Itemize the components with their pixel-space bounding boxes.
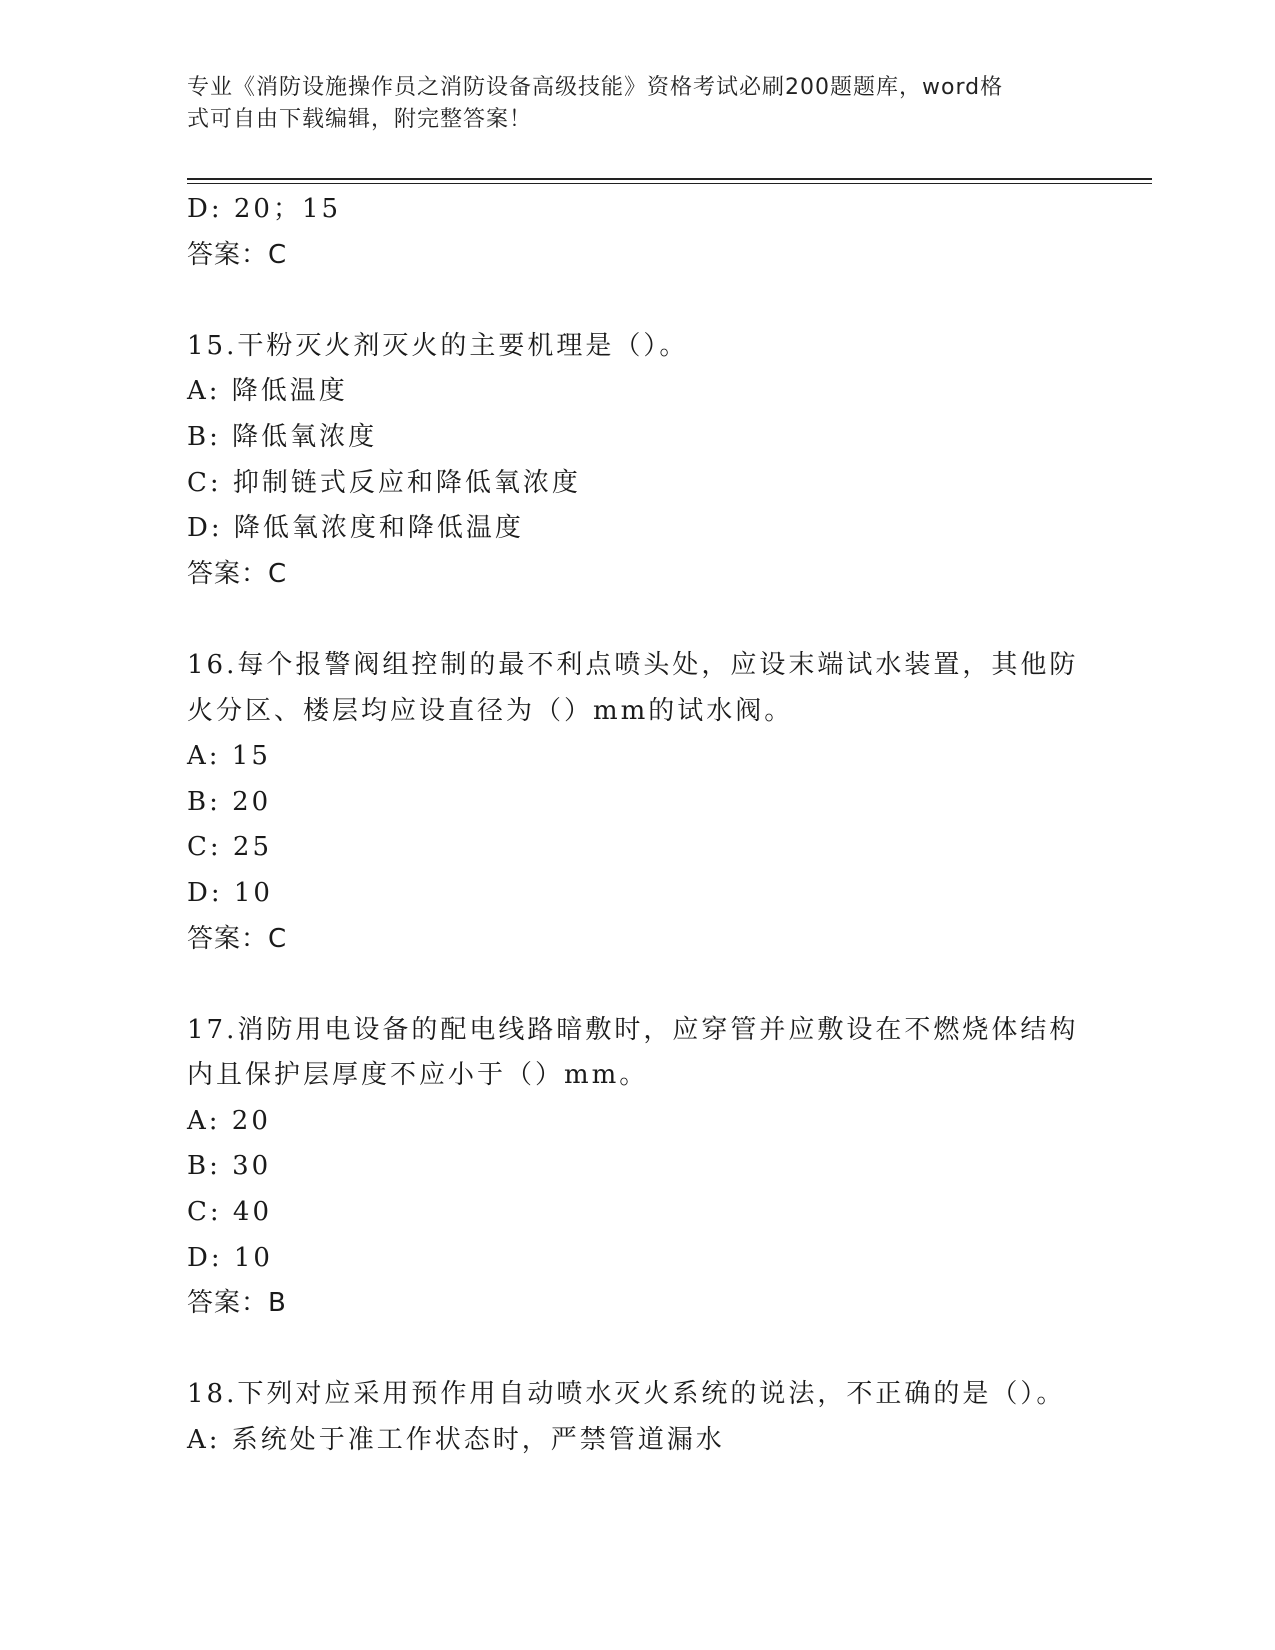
answer: 答案：C	[187, 558, 288, 589]
answer: 答案：B	[187, 1288, 287, 1319]
question-17	[187, 1008, 1087, 1327]
option-d: D: 10	[187, 1242, 273, 1273]
question-stem: 15.干粉灭火剂灭火的主要机理是（）。	[187, 330, 689, 361]
option-a: A: 15	[187, 741, 271, 772]
answer: 答案：C	[187, 923, 288, 954]
spacer	[187, 1327, 1087, 1373]
question-list	[187, 187, 1087, 1464]
option-a: A: 降低温度	[187, 376, 348, 407]
option-a: A: 系统处于准工作状态时，严禁管道漏水	[187, 1425, 725, 1456]
question-stem: 18.下列对应采用预作用自动喷水灭火系统的说法，不正确的是（）。	[187, 1379, 1066, 1410]
question-stem-line-1: 16.每个报警阀组控制的最不利点喷头处，应设末端试水装置，其他防	[187, 649, 1079, 680]
option-b: B: 20	[187, 786, 272, 817]
header-line-1: 专业《消防设施操作员之消防设备高级技能》资格考试必刷200题题库，word格	[187, 75, 1004, 100]
question-stem-line-1: 17.消防用电设备的配电线路暗敷时，应穿管并应敷设在不燃烧体结构	[187, 1014, 1079, 1045]
option-a: A: 20	[187, 1105, 271, 1136]
document-header	[187, 72, 1067, 136]
option-c: C: 40	[187, 1197, 273, 1228]
option-b: B: 30	[187, 1151, 272, 1182]
question-18	[187, 1372, 1087, 1463]
header-divider	[187, 178, 1152, 184]
question-stem-line-2: 内且保护层厚度不应小于（）mm。	[187, 1060, 649, 1091]
option-b: B: 降低氧浓度	[187, 421, 378, 452]
spacer	[187, 597, 1087, 643]
option-c: C: 25	[187, 832, 273, 863]
spacer	[187, 278, 1087, 324]
option-d: D: 20；15	[187, 194, 342, 224]
option-d: D: 10	[187, 877, 273, 908]
option-c: C: 抑制链式反应和降低氧浓度	[187, 467, 581, 498]
spacer	[187, 962, 1087, 1008]
question-15	[187, 324, 1087, 598]
question-stem-line-2: 火分区、楼层均应设直径为（）mm的试水阀。	[187, 695, 794, 726]
question-16	[187, 643, 1087, 962]
header-line-2: 式可自由下载编辑，附完整答案！	[187, 107, 533, 132]
answer: 答案：C	[187, 239, 288, 270]
option-d: D: 降低氧浓度和降低温度	[187, 513, 524, 544]
